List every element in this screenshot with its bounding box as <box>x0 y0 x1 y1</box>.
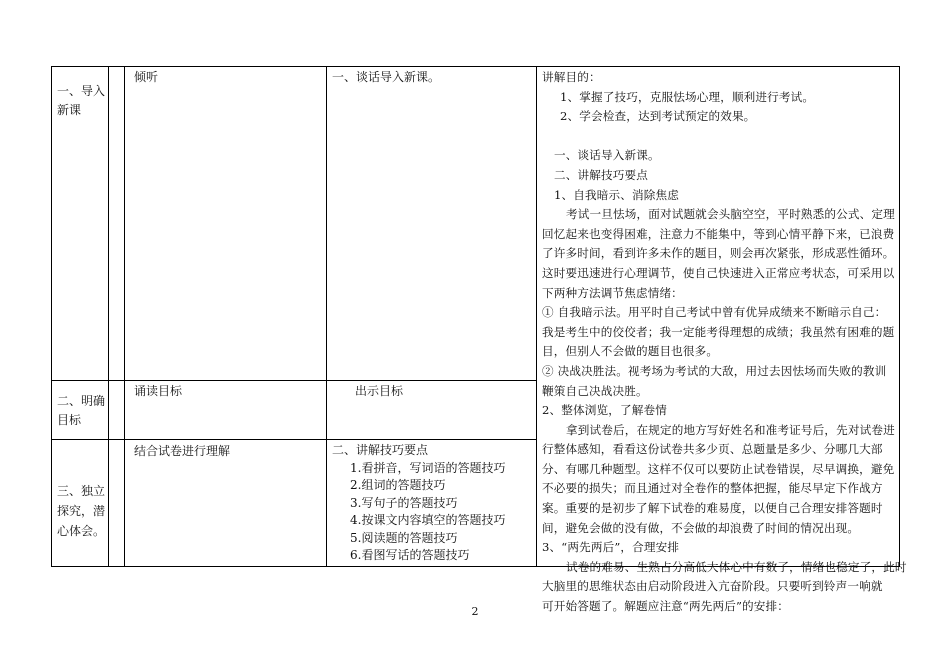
notes-line: 可开始答题了。解题应注意“两先两后”的安排： <box>542 599 790 614</box>
teacher-line: 出示目标 <box>355 384 404 398</box>
stage-line: 目标 <box>57 413 82 427</box>
col-divider-1 <box>108 66 109 567</box>
design-notes <box>542 68 907 617</box>
notes-line: 行整体感知，看看这份试卷共多少页、总题量是多少、分哪几大部 <box>542 442 883 457</box>
notes-line: 讲解目的： <box>542 70 601 84</box>
teacher-list-item: 5.阅读题的答题技巧 <box>350 530 458 545</box>
stage-line: 新课 <box>57 103 82 117</box>
notes-line: 拿到试卷后，在规定的地方写好姓名和准考证号后，先对试卷进 <box>566 422 895 437</box>
teacher-activity-3 <box>332 442 505 565</box>
notes-line: 回忆起来也变得困难，注意力不能集中，等到心情平静下来，已浪费 <box>542 226 895 241</box>
col-divider-4 <box>536 66 537 567</box>
notes-line: ② 决战决胜法。视考场为考试的大敌，用过去因怯场而失败的教训 <box>542 363 887 378</box>
notes-line: 2、整体浏览，了解卷情 <box>542 403 667 418</box>
stage-cell-3 <box>57 481 105 541</box>
table-border-top <box>51 66 900 67</box>
teacher-list-item: 2.组词的答题技巧 <box>350 478 446 492</box>
notes-line: 分、有哪几种题型。这样不仅可以要防止试卷错误，尽早调换，避免 <box>542 461 895 476</box>
col-divider-2 <box>124 66 125 567</box>
teacher-list-item: 4.按课文内容填空的答题技巧 <box>350 513 506 527</box>
notes-line: 了许多时间，看到许多未作的题目，则会再次紧张，形成恶性循环。 <box>542 246 895 261</box>
teacher-list-item: 3.写句子的答题技巧 <box>350 495 458 510</box>
stage-line: 二、明确 <box>57 394 106 408</box>
student-activity-1: 倾听 <box>134 70 159 84</box>
notes-line: 3、“两先两后”，合理安排 <box>542 540 680 555</box>
page-number: 2 <box>471 605 479 618</box>
stage-line: 探究，潜 <box>57 504 106 518</box>
notes-line: 试卷的难易、生熟占分高低大体心中有数了，情绪也稳定了，此时 <box>566 559 907 574</box>
notes-line: 1、自我暗示、消除焦虑 <box>554 187 679 202</box>
table-border-left <box>51 66 52 567</box>
teacher-list-item: 6.看图写话的答题技巧 <box>350 548 470 562</box>
notes-line: 考试一旦怯场，面对试题就会头脑空空，平时熟悉的公式、定理 <box>566 207 895 222</box>
stage-cell-2 <box>57 392 105 430</box>
teacher-list-item: 1.看拼音，写词语的答题技巧 <box>350 460 506 475</box>
teacher-line: 一、谈话导入新课。 <box>332 70 441 84</box>
student-activity-3: 结合试卷进行理解 <box>134 444 231 458</box>
student-activity-2: 诵读目标 <box>134 384 183 398</box>
teacher-activity-1 <box>332 68 440 87</box>
notes-line: 二、讲解技巧要点 <box>554 167 648 182</box>
notes-line: 1、掌握了技巧，克服怯场心理，顺利进行考试。 <box>560 89 815 104</box>
notes-line: ① 自我暗示法。用平时自己考试中曾有优异成绩来不断暗示自己： <box>542 305 887 320</box>
notes-line: 间，避免会做的没有做，不会做的却浪费了时间的情况出现。 <box>542 520 860 535</box>
notes-line: 不必要的损失；而且通过对全卷作的整体把握，能尽早定下作战方 <box>542 481 883 496</box>
notes-line: 我是考生中的佼佼者；我一定能考得理想的成绩；我虽然有困难的题 <box>542 324 895 339</box>
notes-line: 案。重要的是初步了解下试卷的难易度，以便自己合理安排答题时 <box>542 501 883 516</box>
stage-cell-1 <box>57 82 105 120</box>
notes-line <box>542 127 907 147</box>
stage-line: 一、导入 <box>57 84 106 98</box>
notes-line: 下两种方法调节焦虑情绪： <box>542 285 683 300</box>
notes-line: 2、学会检查，达到考试预定的效果。 <box>560 109 756 124</box>
stage-line: 心体会。 <box>57 524 106 538</box>
notes-line: 这时要迅速进行心理调节，使自己快速进入正常应考状态，可采用以 <box>542 265 895 280</box>
col-divider-3 <box>326 66 327 567</box>
notes-line: 目，但别人不会做的题目也很多。 <box>542 344 719 359</box>
teacher-heading: 二、讲解技巧要点 <box>332 443 429 457</box>
notes-line: 鞭策自己决战决胜。 <box>542 383 648 398</box>
notes-line: 一、谈话导入新课。 <box>554 148 660 163</box>
teacher-activity-2 <box>355 382 403 401</box>
stage-line: 三、独立 <box>57 484 106 498</box>
notes-line: 大脑里的思维状态由启动阶段进入亢奋阶段。只要听到铃声一响就 <box>542 579 883 594</box>
